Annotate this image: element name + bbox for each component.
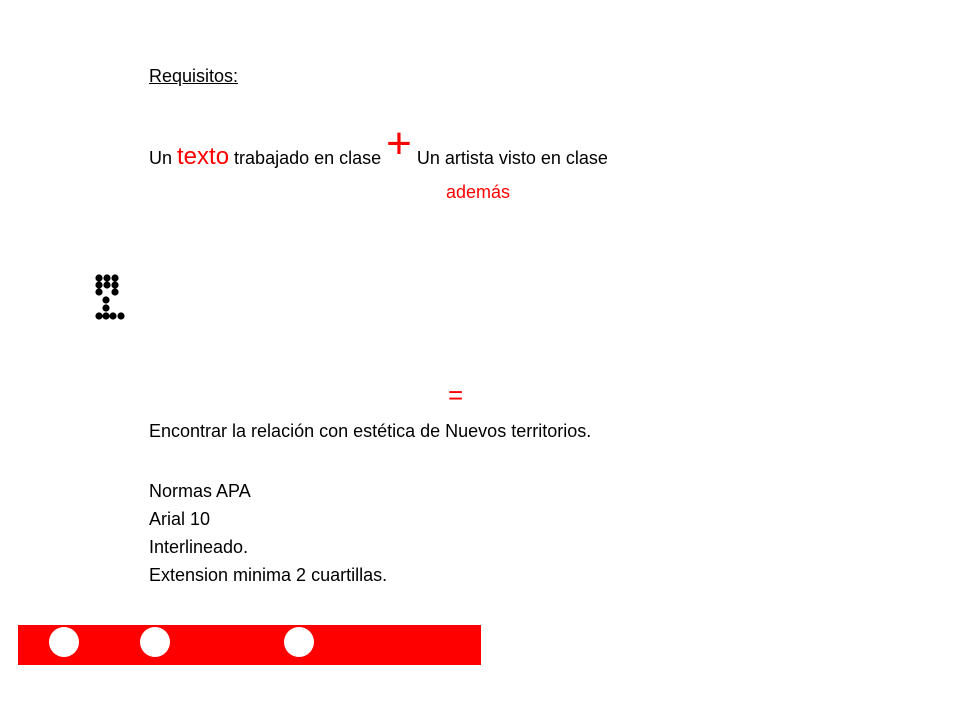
list-item: Normas APA	[149, 481, 251, 501]
line-text-class: trabajado en clase	[229, 148, 387, 168]
formatting-rules-list	[149, 477, 387, 589]
equals-sign: =	[448, 380, 464, 410]
circle-icon	[49, 627, 79, 657]
circle-icon	[140, 627, 170, 657]
relation-text: Encontrar la relación con estética de Nuevos territorios.	[149, 421, 592, 441]
list-item: Extension minima 2 cuartillas.	[149, 565, 388, 585]
highlight-texto: texto	[177, 143, 230, 170]
line-text-un: Un	[149, 148, 178, 168]
list-item: Interlineado.	[149, 537, 249, 557]
requirements-line	[149, 119, 608, 172]
connector-ademas: además	[446, 182, 511, 202]
circle-icon	[284, 627, 314, 657]
line-text-artist: Un artista visto en clase	[411, 148, 608, 168]
dot-pattern-icon	[92, 272, 128, 326]
plus-sign: +	[386, 119, 412, 168]
requirements-heading: Requisitos:	[149, 66, 239, 86]
decorative-red-bar	[18, 625, 481, 665]
list-item: Arial 10	[149, 509, 211, 529]
